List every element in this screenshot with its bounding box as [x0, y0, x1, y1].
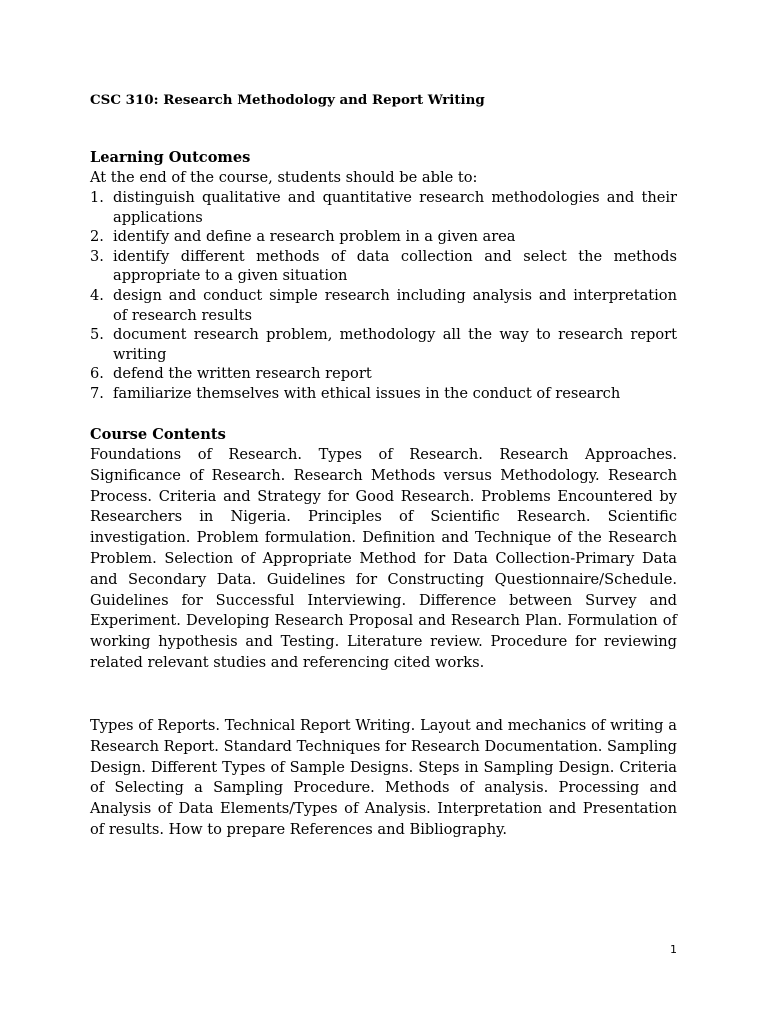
list-item-text: identify and define a research problem in a given area: [113, 228, 516, 246]
list-item: [90, 227, 677, 247]
list-item: [90, 247, 677, 286]
list-item-text: document research problem, methodology all the way to research report writing: [113, 326, 677, 363]
course-contents-paragraph-1: Foundations of Research. Types of Research. Research Approaches. Significance of Research. Research Methods versus Methodology. Research Process. Criteria and Strategy for Good Research. Problems Encountered by Researchers in Nigeria. Principles of Scientific Research. Scientific investigation. Problem formulation. Definition and Technique of the Research Problem. Selection of Appropriate Method for Data Collection-Primary Data and Secondary Data. Guidelines for Constructing Questionnaire/Schedule. Guidelines for Successful Interviewing. Difference between Survey and Experiment. Developing Research Proposal and Research Plan. Formulation of working hypothesis and Testing. Literature review. Procedure for reviewing related relevant studies and referencing cited works.: [90, 446, 677, 671]
course-contents-section: [90, 425, 677, 674]
learning-outcomes-heading: Learning Outcomes: [90, 149, 251, 166]
list-item-number: 5.: [90, 326, 104, 344]
list-item-number: 4.: [90, 286, 104, 304]
document-page: [90, 0, 677, 1024]
list-item: [90, 286, 677, 325]
list-item: [90, 188, 677, 227]
page-number: 1: [670, 943, 677, 956]
list-item: [90, 364, 677, 384]
course-contents-heading: Course Contents: [90, 426, 226, 443]
course-contents-paragraph-2: Types of Reports. Technical Report Writing. Layout and mechanics of writing a Research Report. Standard Techniques for Research Documentation. Sampling Design. Different Types of Sample Designs. Steps in Sampling Design. Criteria of Selecting a Sampling Procedure. Methods of analysis. Processing and Analysis of Data Elements/Types of Analysis. Interpretation and Presentation of results. How to prepare References and Bibliography.: [90, 717, 677, 838]
list-item-text: familiarize themselves with ethical issues in the conduct of research: [113, 384, 621, 402]
list-item-number: 6.: [90, 365, 104, 383]
list-item-number: 7.: [90, 384, 104, 402]
learning-outcomes-section: [90, 148, 677, 404]
list-item-text: distinguish qualitative and quantitative research methodologies and their applications: [113, 189, 677, 226]
learning-outcomes-list: [90, 188, 677, 404]
list-item-number: 2.: [90, 228, 104, 246]
list-item-text: identify different methods of data collection and select the methods appropriate to a given situation: [113, 247, 677, 285]
list-item: [90, 384, 677, 404]
list-item-text: defend the written research report: [113, 365, 372, 383]
list-item-number: 1.: [90, 189, 104, 206]
learning-outcomes-intro: At the end of the course, students should be able to:: [90, 169, 478, 186]
list-item-number: 3.: [90, 247, 104, 265]
course-title: CSC 310: Research Methodology and Report Writing: [90, 92, 485, 108]
list-item: [90, 325, 677, 364]
course-contents-paragraph-2-block: [90, 716, 677, 841]
list-item-text: design and conduct simple research including analysis and interpretation of research results: [113, 286, 677, 324]
